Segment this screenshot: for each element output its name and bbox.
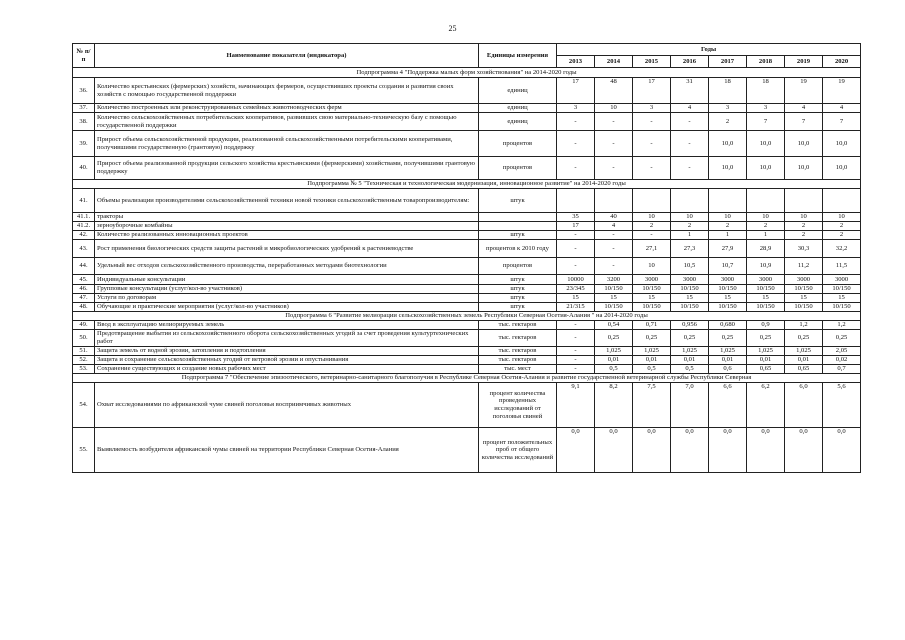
value-cell: 10,7 xyxy=(709,258,747,275)
header-year: 2017 xyxy=(709,56,747,68)
value-cell: 3000 xyxy=(709,275,747,285)
value-cell: 2 xyxy=(823,222,861,231)
value-cell: 0,0 xyxy=(785,428,823,473)
value-cell: 17 xyxy=(557,222,595,231)
value-cell: 15 xyxy=(595,294,633,303)
value-cell: 2 xyxy=(785,231,823,240)
value-cell: - xyxy=(633,113,671,131)
value-cell: 0,25 xyxy=(709,330,747,347)
row-number: 53. xyxy=(73,365,95,374)
value-cell: 15 xyxy=(709,294,747,303)
header-year: 2015 xyxy=(633,56,671,68)
value-cell: 11,5 xyxy=(823,258,861,275)
value-cell: 1,025 xyxy=(709,347,747,356)
value-cell: 0,01 xyxy=(747,356,785,365)
row-number: 42. xyxy=(73,231,95,240)
indicator-name: Прирост объема реализованной продукции сельского хозяйства крестьянскими (фермерскими) хозяйствами, получившими грантовую поддержку xyxy=(95,157,479,180)
indicator-name: Услуги по договорам xyxy=(95,294,479,303)
value-cell: 10,0 xyxy=(785,157,823,180)
value-cell: 7,0 xyxy=(671,383,709,428)
indicator-name: Объемы реализации производителями сельскохозяйственной техники новой техники сельскохозяйственным товаропроизводителям: xyxy=(95,189,479,213)
value-cell: 23/345 xyxy=(557,285,595,294)
indicator-name: Предотвращение выбытия из сельскохозяйственного оборота сельскохозяйственных угодий за счет проведения культуртехнических работ xyxy=(95,330,479,347)
value-cell: 0,6 xyxy=(709,365,747,374)
value-cell: 0,7 xyxy=(823,365,861,374)
row-number: 51. xyxy=(73,347,95,356)
row-number: 50. xyxy=(73,330,95,347)
indicators-table xyxy=(72,43,861,473)
value-cell: 2 xyxy=(633,222,671,231)
value-cell: - xyxy=(595,240,633,258)
value-cell: 18 xyxy=(709,78,747,104)
row-number: 55. xyxy=(73,428,95,473)
value-cell: 0,0 xyxy=(747,428,785,473)
value-cell: 0,0 xyxy=(633,428,671,473)
value-cell: 31 xyxy=(671,78,709,104)
value-cell: 10/150 xyxy=(633,303,671,312)
table-row xyxy=(73,321,861,330)
value-cell: - xyxy=(557,356,595,365)
value-cell: 1,025 xyxy=(785,347,823,356)
value-cell: 15 xyxy=(633,294,671,303)
value-cell: 1,2 xyxy=(785,321,823,330)
subprogram-title: Подпрограмма 7 "Обеспечение эпизоотического, ветеринарно-санитарного благополучия в Республике Северная Осетия-Алания и развитие государственной ветеринарной службы Республики Северная xyxy=(73,374,861,383)
value-cell: 1,025 xyxy=(595,347,633,356)
value-cell: 40 xyxy=(595,213,633,222)
value-cell: 0,5 xyxy=(671,365,709,374)
value-cell: 5,6 xyxy=(823,383,861,428)
table-row xyxy=(73,222,861,231)
header-years-label: Годы xyxy=(557,44,861,56)
value-cell: 10/150 xyxy=(747,303,785,312)
value-cell: 0,01 xyxy=(595,356,633,365)
unit-cell: штук xyxy=(479,189,557,213)
value-cell: 7 xyxy=(785,113,823,131)
value-cell: 27,3 xyxy=(671,240,709,258)
value-cell: 30,3 xyxy=(785,240,823,258)
value-cell: 3 xyxy=(633,104,671,113)
indicator-name: зерноуборочные комбайны xyxy=(95,222,479,231)
header-year: 2020 xyxy=(823,56,861,68)
value-cell: 4 xyxy=(785,104,823,113)
table-row xyxy=(73,157,861,180)
table-row xyxy=(73,231,861,240)
value-cell: 0,71 xyxy=(633,321,671,330)
value-cell: 0,25 xyxy=(823,330,861,347)
table-row xyxy=(73,240,861,258)
unit-cell: процентов xyxy=(479,157,557,180)
value-cell: - xyxy=(557,131,595,157)
value-cell: - xyxy=(557,240,595,258)
value-cell: 10,0 xyxy=(709,157,747,180)
unit-cell: штук xyxy=(479,303,557,312)
value-cell: 10/150 xyxy=(823,303,861,312)
value-cell: 15 xyxy=(557,294,595,303)
table-row xyxy=(73,78,861,104)
unit-cell: единиц xyxy=(479,113,557,131)
value-cell: 4 xyxy=(595,222,633,231)
value-cell: 0,01 xyxy=(671,356,709,365)
value-cell: 21/315 xyxy=(557,303,595,312)
value-cell: 0,01 xyxy=(709,356,747,365)
value-cell: 18 xyxy=(747,78,785,104)
unit-cell: тыс. гектаров xyxy=(479,356,557,365)
header-num: № п/п xyxy=(73,44,95,68)
row-number: 45. xyxy=(73,275,95,285)
table-row xyxy=(73,285,861,294)
value-cell: 8,2 xyxy=(595,383,633,428)
row-number: 41.2. xyxy=(73,222,95,231)
value-cell: 10 xyxy=(595,104,633,113)
unit-cell: процент положительных проб от общего количества исследований xyxy=(479,428,557,473)
unit-cell: процентов xyxy=(479,131,557,157)
table-row xyxy=(73,104,861,113)
indicator-name: Индивидуальные консультации xyxy=(95,275,479,285)
value-cell: 7 xyxy=(747,113,785,131)
value-cell: 10/150 xyxy=(823,285,861,294)
unit-cell: тыс. мест xyxy=(479,365,557,374)
value-cell: 10,0 xyxy=(785,131,823,157)
row-number: 43. xyxy=(73,240,95,258)
value-cell: - xyxy=(595,231,633,240)
value-cell: 19 xyxy=(823,78,861,104)
unit-cell: единиц xyxy=(479,78,557,104)
value-cell: 10000 xyxy=(557,275,595,285)
header-year: 2013 xyxy=(557,56,595,68)
row-number: 47. xyxy=(73,294,95,303)
value-cell: 10,0 xyxy=(823,131,861,157)
value-cell: 10/150 xyxy=(633,285,671,294)
unit-cell: процентов xyxy=(479,258,557,275)
indicator-name: Охват исследованиями по африканской чуме свиней поголовья восприимчивых животных xyxy=(95,383,479,428)
row-number: 38. xyxy=(73,113,95,131)
value-cell: 0,25 xyxy=(785,330,823,347)
value-cell xyxy=(823,189,861,213)
value-cell: 3200 xyxy=(595,275,633,285)
value-cell: 10,5 xyxy=(671,258,709,275)
value-cell: 1,025 xyxy=(633,347,671,356)
value-cell: - xyxy=(633,231,671,240)
value-cell: 10/150 xyxy=(747,285,785,294)
value-cell: 10/150 xyxy=(785,303,823,312)
indicator-name: Удельный вес отходов сельскохозяйственного производства, переработанных методами биотехнологии xyxy=(95,258,479,275)
value-cell: 10/150 xyxy=(595,285,633,294)
value-cell: 19 xyxy=(785,78,823,104)
value-cell: - xyxy=(595,157,633,180)
value-cell: 0,25 xyxy=(633,330,671,347)
subprogram-title: Подпрограмма 6 "Развитие мелиорации сельскохозяйственных земель Республики Северная Осетия-Алания " на 2014-2020 годы xyxy=(73,312,861,321)
value-cell xyxy=(785,189,823,213)
table-row xyxy=(73,189,861,213)
value-cell: 0,5 xyxy=(633,365,671,374)
value-cell: - xyxy=(557,365,595,374)
subprogram-row xyxy=(73,68,861,78)
value-cell: 9,1 xyxy=(557,383,595,428)
indicator-name: Количество построенных или реконструированных семейных животноводческих ферм xyxy=(95,104,479,113)
row-number: 44. xyxy=(73,258,95,275)
value-cell xyxy=(633,189,671,213)
unit-cell xyxy=(479,213,557,222)
value-cell: - xyxy=(633,131,671,157)
value-cell: 10 xyxy=(823,213,861,222)
subprogram-row xyxy=(73,374,861,383)
value-cell: 2 xyxy=(747,222,785,231)
value-cell: 3 xyxy=(747,104,785,113)
value-cell: 7,5 xyxy=(633,383,671,428)
table-row xyxy=(73,356,861,365)
value-cell: - xyxy=(557,258,595,275)
value-cell: 0,25 xyxy=(595,330,633,347)
indicator-name: Защита и сохранение сельскохозяйственных угодий от ветровой эрозии и опустынивания xyxy=(95,356,479,365)
value-cell: 10 xyxy=(633,258,671,275)
value-cell: - xyxy=(595,131,633,157)
header-year: 2014 xyxy=(595,56,633,68)
value-cell: 2 xyxy=(823,231,861,240)
value-cell: 0,25 xyxy=(671,330,709,347)
subprogram-row xyxy=(73,180,861,189)
value-cell: - xyxy=(671,113,709,131)
header-name: Наименование показателя (индикатора) xyxy=(95,44,479,68)
value-cell: 15 xyxy=(671,294,709,303)
value-cell: 1 xyxy=(747,231,785,240)
unit-cell: единиц xyxy=(479,104,557,113)
value-cell xyxy=(671,189,709,213)
row-number: 39. xyxy=(73,131,95,157)
value-cell: 10/150 xyxy=(671,285,709,294)
value-cell: 17 xyxy=(633,78,671,104)
value-cell: 10 xyxy=(671,213,709,222)
value-cell: 1,025 xyxy=(747,347,785,356)
value-cell: 10,0 xyxy=(747,157,785,180)
indicator-name: Выявляемость возбудителя африканской чумы свиней на территории Республики Северная Осетия-Алания xyxy=(95,428,479,473)
table-row xyxy=(73,365,861,374)
value-cell: 0,0 xyxy=(557,428,595,473)
value-cell: - xyxy=(671,131,709,157)
indicator-name: Количество реализованных инновационных проектов xyxy=(95,231,479,240)
header-year: 2019 xyxy=(785,56,823,68)
row-number: 48. xyxy=(73,303,95,312)
indicator-name: Групповые консультации (услуг/кол-во участников) xyxy=(95,285,479,294)
value-cell: - xyxy=(671,157,709,180)
value-cell: 27,1 xyxy=(633,240,671,258)
value-cell: 0,5 xyxy=(595,365,633,374)
value-cell: 6,0 xyxy=(785,383,823,428)
value-cell: 27,9 xyxy=(709,240,747,258)
value-cell: 2 xyxy=(709,113,747,131)
value-cell: - xyxy=(633,157,671,180)
value-cell: 17 xyxy=(557,78,595,104)
row-number: 40. xyxy=(73,157,95,180)
value-cell: 11,2 xyxy=(785,258,823,275)
value-cell: 0,02 xyxy=(823,356,861,365)
value-cell: - xyxy=(557,231,595,240)
value-cell: 3000 xyxy=(671,275,709,285)
value-cell: 10/150 xyxy=(785,285,823,294)
value-cell: - xyxy=(557,113,595,131)
unit-cell: штук xyxy=(479,275,557,285)
table-row xyxy=(73,330,861,347)
table-row xyxy=(73,213,861,222)
unit-cell: тыс. гектаров xyxy=(479,347,557,356)
table-row xyxy=(73,131,861,157)
value-cell: 32,2 xyxy=(823,240,861,258)
table-row xyxy=(73,275,861,285)
unit-cell: тыс. гектаров xyxy=(479,321,557,330)
value-cell: 10/150 xyxy=(671,303,709,312)
value-cell: 3000 xyxy=(785,275,823,285)
value-cell: - xyxy=(595,113,633,131)
table-row xyxy=(73,383,861,428)
table-row xyxy=(73,258,861,275)
unit-cell xyxy=(479,222,557,231)
value-cell: 10/150 xyxy=(709,285,747,294)
row-number: 49. xyxy=(73,321,95,330)
value-cell: 10/150 xyxy=(709,303,747,312)
value-cell: - xyxy=(557,347,595,356)
value-cell: 0,0 xyxy=(671,428,709,473)
unit-cell: штук xyxy=(479,231,557,240)
value-cell: 1,025 xyxy=(671,347,709,356)
value-cell: 1 xyxy=(709,231,747,240)
unit-cell: процентов к 2010 году xyxy=(479,240,557,258)
indicator-name: Рост применения биологических средств защиты растений и микробиологических удобрений к растениеводстве xyxy=(95,240,479,258)
row-number: 54. xyxy=(73,383,95,428)
value-cell: 2,05 xyxy=(823,347,861,356)
value-cell: 0,9 xyxy=(747,321,785,330)
value-cell: 10 xyxy=(633,213,671,222)
value-cell: 15 xyxy=(785,294,823,303)
value-cell: 1 xyxy=(671,231,709,240)
row-number: 41. xyxy=(73,189,95,213)
indicator-name: Защита земель от водной эрозии, затопления и подтопления xyxy=(95,347,479,356)
value-cell: - xyxy=(595,258,633,275)
row-number: 37. xyxy=(73,104,95,113)
value-cell: 15 xyxy=(823,294,861,303)
indicator-name: Сохранение существующих и создание новых рабочих мест xyxy=(95,365,479,374)
value-cell xyxy=(709,189,747,213)
value-cell: 10,0 xyxy=(709,131,747,157)
table-row xyxy=(73,303,861,312)
value-cell: 35 xyxy=(557,213,595,222)
row-number: 46. xyxy=(73,285,95,294)
value-cell: 3 xyxy=(557,104,595,113)
table-row xyxy=(73,347,861,356)
table-row xyxy=(73,294,861,303)
value-cell: 0,956 xyxy=(671,321,709,330)
value-cell: 15 xyxy=(747,294,785,303)
value-cell: 0,01 xyxy=(785,356,823,365)
value-cell: 10 xyxy=(709,213,747,222)
unit-cell: тыс. гектаров xyxy=(479,330,557,347)
subprogram-row xyxy=(73,312,861,321)
value-cell: 0,01 xyxy=(633,356,671,365)
value-cell: 7 xyxy=(823,113,861,131)
value-cell: 3000 xyxy=(747,275,785,285)
value-cell: 3000 xyxy=(633,275,671,285)
header-year: 2018 xyxy=(747,56,785,68)
value-cell: 10,0 xyxy=(823,157,861,180)
value-cell: 10 xyxy=(747,213,785,222)
indicator-name: Прирост объема сельскохозяйственной продукции, реализованной сельскохозяйственными потребительскими кооперативами, получившими государственную (грантовую) поддержку xyxy=(95,131,479,157)
value-cell: - xyxy=(557,321,595,330)
row-number: 41.1. xyxy=(73,213,95,222)
value-cell: 3000 xyxy=(823,275,861,285)
header-year: 2016 xyxy=(671,56,709,68)
value-cell: 0,65 xyxy=(785,365,823,374)
value-cell: 0,0 xyxy=(823,428,861,473)
row-number: 52. xyxy=(73,356,95,365)
value-cell: 6,2 xyxy=(747,383,785,428)
indicator-name: Ввод в эксплуатацию мелиорируемых земель xyxy=(95,321,479,330)
value-cell: 4 xyxy=(671,104,709,113)
value-cell: 2 xyxy=(709,222,747,231)
value-cell: 10 xyxy=(785,213,823,222)
value-cell: 48 xyxy=(595,78,633,104)
indicator-name: Обучающие и практические мероприятия (услуг/кол-во участников) xyxy=(95,303,479,312)
value-cell: - xyxy=(557,330,595,347)
value-cell xyxy=(595,189,633,213)
value-cell: 28,9 xyxy=(747,240,785,258)
value-cell: 0,0 xyxy=(595,428,633,473)
value-cell: - xyxy=(557,157,595,180)
unit-cell: процент количества проведенных исследований от поголовья свиней xyxy=(479,383,557,428)
value-cell: 10,0 xyxy=(747,131,785,157)
value-cell xyxy=(557,189,595,213)
value-cell: 3 xyxy=(709,104,747,113)
value-cell: 1,2 xyxy=(823,321,861,330)
table-row xyxy=(73,428,861,473)
subprogram-title: Подпрограмма № 5 "Техническая и технологическая модернизация, инновационное развитие" на 2014-2020 годы xyxy=(73,180,861,189)
table-row xyxy=(73,113,861,131)
indicator-name: Количество сельскохозяйственных потребительских кооперативов, развивших свою материально-техническую базу с помощью государственной поддержки xyxy=(95,113,479,131)
value-cell: 2 xyxy=(785,222,823,231)
value-cell: 0,0 xyxy=(709,428,747,473)
row-number: 36. xyxy=(73,78,95,104)
value-cell: 0,65 xyxy=(747,365,785,374)
indicator-name: тракторы xyxy=(95,213,479,222)
unit-cell: штук xyxy=(479,294,557,303)
page-number: 25 xyxy=(448,24,457,33)
value-cell: 0,680 xyxy=(709,321,747,330)
value-cell: 10,9 xyxy=(747,258,785,275)
subprogram-title: Подпрограмма 4 "Поддержка малых форм хозяйствования" на 2014-2020 годы xyxy=(73,68,861,78)
value-cell: 0,25 xyxy=(747,330,785,347)
value-cell: 10/150 xyxy=(595,303,633,312)
header-unit: Единицы измерения xyxy=(479,44,557,68)
value-cell: 0,54 xyxy=(595,321,633,330)
value-cell xyxy=(747,189,785,213)
value-cell: 2 xyxy=(671,222,709,231)
value-cell: 6,6 xyxy=(709,383,747,428)
indicator-name: Количество крестьянских (фермерских) хозяйств, начинающих фермеров, осуществивших проекты создания и развития своих хозяйств с помощью государственной поддержки xyxy=(95,78,479,104)
unit-cell: штук xyxy=(479,285,557,294)
value-cell: 4 xyxy=(823,104,861,113)
